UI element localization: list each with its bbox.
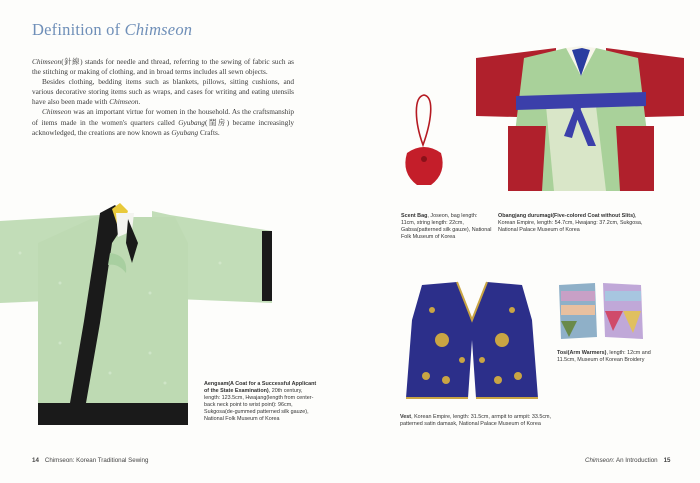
footer-right-text: : An Introduction xyxy=(612,457,658,464)
title-prefix: Definition of xyxy=(32,20,125,39)
obangjang-caption xyxy=(498,213,648,234)
tosi-caption xyxy=(557,350,652,364)
title-italic: Chimseon xyxy=(124,20,193,39)
vest-image xyxy=(402,280,542,405)
p2-end: . xyxy=(138,97,141,107)
page-title xyxy=(32,20,192,40)
vest-caption-text: , Korean Empire, length: 31.5cm, armpit to armpit: 33.5cm, patterned satin damask, National Palace Museum of Korea xyxy=(400,414,552,428)
vest-caption xyxy=(400,414,570,428)
aengsam-caption-title: Aengsam(A Coat for a Successful Applicant of the State Examination) xyxy=(204,381,317,395)
p3-italic-1: Chimseon xyxy=(42,107,72,117)
footer-right-italic: Chimseon xyxy=(585,457,613,464)
body-text xyxy=(32,57,294,138)
scent-bag-caption-text: , Joseon, bag length: 11cm, string length: 22cm, Gabsa(patterned silk gauze), National Folk Museum of Korea xyxy=(401,213,492,241)
paragraph-2 xyxy=(32,77,294,107)
obangjang-durumagi-image xyxy=(476,46,686,201)
scent-bag-image xyxy=(401,93,447,188)
vest-caption-title: Vest xyxy=(400,414,412,420)
footer-left-text: Chimseon: Korean Traditional Sewing xyxy=(44,457,149,464)
scent-bag-caption xyxy=(401,213,493,241)
aengsam-caption xyxy=(204,381,319,424)
p3-text-2: (閨房) became increasingly acknowledged, the creations are now known as xyxy=(32,117,294,137)
paragraph-1 xyxy=(32,57,294,77)
p2-text: Besides clothing, bedding items such as blankets, pillows, sitting cushions, and various decorative storing items such as wraps, and cases for writing and eating utensils have also been made with xyxy=(32,77,294,107)
footer-left xyxy=(32,457,148,464)
page-number-right: 15 xyxy=(663,457,671,464)
page-number-left: 14 xyxy=(32,457,39,464)
paragraph-3 xyxy=(32,107,294,137)
tosi-caption-title: Tosi(Arm Warmers) xyxy=(557,350,607,356)
p3-text-1: was an important virtue for women in the household. As the craftsmanship of items made in the women's quarters called xyxy=(32,107,294,127)
tosi-caption-text: , length: 12cm and 11.5cm, Museum of Korean Broidery xyxy=(557,350,651,364)
right-page xyxy=(350,0,700,483)
aengsam-caption-text: , 20th century, length: 123.5cm, Hwajang(length from center-back neck point to wrist point): 96cm, Sukgosa(de-gummed patterned silk gauze), National Folk Museum of Korea xyxy=(204,388,314,423)
obangjang-caption-title: Obangjang durumagi(Five-colored Coat without Slits) xyxy=(498,213,635,219)
scent-bag-caption-title: Scent Bag xyxy=(401,213,428,219)
p3-text-3: Crafts. xyxy=(198,127,220,137)
p1-italic: Chimseon xyxy=(32,57,62,66)
tosi-image xyxy=(557,281,647,341)
p2-italic: Chimseon xyxy=(109,97,139,107)
p3-italic-2: Gyubang xyxy=(178,117,205,127)
footer-right xyxy=(585,457,670,464)
p1-text: (針線) stands for needle and thread, referring to the sewing of fabric such as the stitching or making of clothing, and in broad terms includes all sewn objects. xyxy=(32,57,294,77)
p3-italic-3: Gyubang xyxy=(171,127,199,137)
obangjang-caption-text: , Korean Empire, length: 54.7cm, Hwajang: 37.2cm, Sukgosa, National Palace Museum of Korea xyxy=(498,213,643,234)
